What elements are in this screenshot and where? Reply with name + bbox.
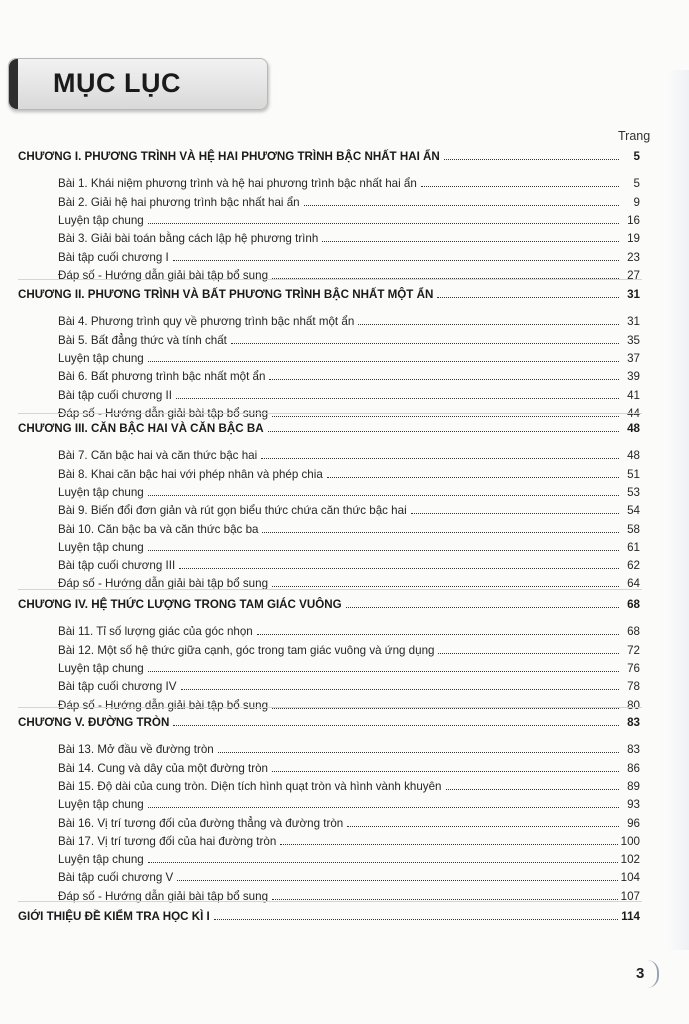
dot-leader xyxy=(173,251,619,261)
lesson-entry-page: 61 xyxy=(627,540,640,554)
chapter-entry-title: CHƯƠNG IV. HỆ THỨC LƯỢNG TRONG TAM GIÁC VUÔNG xyxy=(18,598,342,611)
lesson-entry[interactable] xyxy=(58,387,640,405)
lesson-entry[interactable] xyxy=(58,851,640,869)
dot-leader xyxy=(148,798,619,808)
lesson-entry-title: Bài tập cuối chương I xyxy=(58,250,169,264)
lesson-entry-page: 62 xyxy=(627,559,640,573)
lesson-entry-page: 102 xyxy=(620,853,640,867)
lesson-entry-title: Bài 5. Bất đẳng thức và tính chất xyxy=(58,333,227,347)
dot-leader xyxy=(446,780,620,790)
lesson-entry[interactable] xyxy=(58,212,640,230)
lesson-entry-title: Bài tập cuối chương III xyxy=(58,559,176,573)
lesson-entry-page: 89 xyxy=(627,779,640,793)
lesson-entry[interactable] xyxy=(58,539,640,557)
chapter-separator xyxy=(18,707,642,708)
lesson-entry-page: 104 xyxy=(620,871,640,885)
dot-leader xyxy=(269,370,619,380)
title-accent-bar xyxy=(9,59,18,109)
chapter-separator xyxy=(18,589,642,590)
lesson-entry-title: Luyện tập chung xyxy=(58,540,144,554)
lesson-entry[interactable] xyxy=(58,760,640,778)
lesson-entry-page: 58 xyxy=(627,522,640,536)
lesson-entry[interactable] xyxy=(58,466,640,484)
lesson-entry-page: 80 xyxy=(627,698,640,712)
lesson-entry[interactable] xyxy=(58,778,640,796)
dot-leader xyxy=(346,598,619,608)
dot-leader xyxy=(214,910,619,920)
lesson-entry-page: 54 xyxy=(627,504,640,518)
dot-leader xyxy=(148,662,619,672)
lesson-entry-page: 76 xyxy=(627,661,640,675)
lesson-entry[interactable] xyxy=(58,642,640,660)
dot-leader xyxy=(347,817,619,827)
lesson-entry[interactable] xyxy=(58,697,640,715)
lesson-entry-title: Bài tập cuối chương II xyxy=(58,388,172,402)
lesson-entry[interactable] xyxy=(58,249,640,267)
lesson-entry-page: 48 xyxy=(627,449,640,463)
page-number: 3 xyxy=(636,965,645,982)
lesson-entry-title: Bài 12. Một số hệ thức giữa cạnh, góc trong tam giác vuông và ứng dụng xyxy=(58,643,435,657)
lesson-entry-title: Luyện tập chung xyxy=(58,853,144,867)
lesson-entry-title: Bài 3. Giải bài toán bằng cách lập hệ phương trình xyxy=(58,232,319,246)
chapter-entry-page: 114 xyxy=(621,910,640,923)
lesson-entry[interactable] xyxy=(58,230,640,248)
chapter-entry[interactable] xyxy=(18,420,640,438)
lesson-entry-page: 78 xyxy=(627,680,640,694)
chapter-entry-page: 48 xyxy=(627,422,640,435)
lesson-entry-page: 51 xyxy=(627,467,640,481)
lesson-entry[interactable] xyxy=(58,869,640,887)
lesson-entry-page: 9 xyxy=(633,195,640,209)
lesson-entry[interactable] xyxy=(58,194,640,212)
dot-leader xyxy=(280,835,617,845)
lesson-entry-page: 96 xyxy=(627,816,640,830)
lesson-entry[interactable] xyxy=(58,888,640,906)
lesson-entry-title: Bài 7. Căn bậc hai và căn thức bậc hai xyxy=(58,449,258,463)
chapter-entry-title: CHƯƠNG II. PHƯƠNG TRÌNH VÀ BẤT PHƯƠNG TRÌNH BẬC NHẤT MỘT ẨN xyxy=(18,288,434,301)
dot-leader xyxy=(179,559,619,569)
lesson-entry-title: Bài 14. Cung và dây của một đường tròn xyxy=(58,761,269,775)
lesson-entry[interactable] xyxy=(58,815,640,833)
lesson-entry-title: Bài 4. Phương trình quy về phương trình bậc nhất một ẩn xyxy=(58,315,355,329)
lesson-entry-page: 23 xyxy=(627,250,640,264)
lesson-entry-title: Bài 16. Vị trí tương đối của đường thẳng và đường tròn xyxy=(58,816,344,830)
dot-leader xyxy=(177,871,617,881)
lesson-entry-title: Bài 6. Bất phương trình bậc nhất một ẩn xyxy=(58,370,266,384)
lesson-entry-title: Đáp số - Hướng dẫn giải bài tập bổ sung xyxy=(58,698,269,712)
chapter-separator xyxy=(18,901,642,902)
dot-leader xyxy=(411,504,619,514)
dot-leader xyxy=(272,577,619,587)
page-title: MỤC LỤC xyxy=(53,68,181,98)
lesson-entry-title: Luyện tập chung xyxy=(58,485,144,499)
dot-leader xyxy=(262,523,619,533)
dot-leader xyxy=(148,214,619,224)
lesson-entry-title: Bài 9. Biến đổi đơn giản và rút gọn biểu thức chứa căn thức bậc hai xyxy=(58,504,407,518)
dot-leader xyxy=(438,644,619,654)
chapter-entry[interactable] xyxy=(18,148,640,166)
dot-leader xyxy=(444,150,619,160)
lesson-entry-title: Bài 10. Căn bậc ba và căn thức bậc ba xyxy=(58,522,259,536)
lesson-entry[interactable] xyxy=(58,796,640,814)
lesson-entry-title: Đáp số - Hướng dẫn giải bài tập bổ sung xyxy=(58,268,269,282)
lesson-entry[interactable] xyxy=(58,833,640,851)
dot-leader xyxy=(268,422,619,432)
dot-leader xyxy=(148,486,619,496)
chapter-separator xyxy=(18,279,642,280)
lesson-entry-page: 35 xyxy=(627,333,640,347)
lesson-entry-title: Bài 17. Vị trí tương đối của hai đường tròn xyxy=(58,834,277,848)
dot-leader xyxy=(322,232,619,242)
dot-leader xyxy=(272,762,619,772)
lesson-entry-page: 93 xyxy=(627,798,640,812)
lesson-entry-title: Bài 11. Tỉ số lượng giác của góc nhọn xyxy=(58,625,253,639)
lesson-entry[interactable] xyxy=(58,447,640,465)
lesson-entry-title: Luyện tập chung xyxy=(58,351,144,365)
lesson-entry[interactable] xyxy=(58,332,640,350)
dot-leader xyxy=(176,389,619,399)
lesson-entry[interactable] xyxy=(58,521,640,539)
chapter-entry-page: 83 xyxy=(627,716,640,729)
chapter-entry[interactable] xyxy=(18,596,640,614)
lesson-entry-page: 39 xyxy=(627,370,640,384)
lesson-entry-page: 5 xyxy=(633,177,640,191)
lesson-entry-page: 27 xyxy=(627,268,640,282)
lesson-entry[interactable] xyxy=(58,502,640,520)
lesson-entry-title: Bài tập cuối chương IV xyxy=(58,680,177,694)
lesson-entry-title: Luyện tập chung xyxy=(58,798,144,812)
lesson-entry-page: 19 xyxy=(627,232,640,246)
lesson-entry-page: 44 xyxy=(627,406,640,420)
lesson-entry[interactable] xyxy=(58,678,640,696)
dot-leader xyxy=(261,449,619,459)
dot-leader xyxy=(148,352,619,362)
lesson-entry[interactable] xyxy=(58,267,640,285)
dot-leader xyxy=(231,334,619,344)
lesson-entry-title: Luyện tập chung xyxy=(58,213,144,227)
chapter-entry[interactable] xyxy=(18,286,640,304)
lesson-entry-page: 86 xyxy=(627,761,640,775)
lesson-entry-title: Bài 15. Độ dài của cung tròn. Diện tích hình quạt tròn và hình vành khuyên xyxy=(58,779,442,793)
lesson-entry-title: Luyện tập chung xyxy=(58,661,144,675)
dot-leader xyxy=(218,743,619,753)
dot-leader xyxy=(272,269,619,279)
lesson-entry-page: 53 xyxy=(627,485,640,499)
lesson-entry-page: 31 xyxy=(627,315,640,329)
dot-leader xyxy=(181,680,620,690)
lesson-entry-title: Bài 2. Giải hệ hai phương trình bậc nhất hai ẩn xyxy=(58,195,300,209)
dot-leader xyxy=(421,177,619,187)
lesson-entry[interactable] xyxy=(58,575,640,593)
chapter-entry-page: 31 xyxy=(627,288,640,301)
lesson-entry[interactable] xyxy=(58,660,640,678)
lesson-entry-title: Đáp số - Hướng dẫn giải bài tập bổ sung xyxy=(58,406,269,420)
lesson-entry-page: 83 xyxy=(627,743,640,757)
dot-leader xyxy=(148,853,618,863)
lesson-entry-title: Đáp số - Hướng dẫn giải bài tập bổ sung xyxy=(58,577,269,591)
lesson-entry-page: 16 xyxy=(627,213,640,227)
dot-leader xyxy=(272,407,619,417)
lesson-entry-title: Đáp số - Hướng dẫn giải bài tập bổ sung xyxy=(58,889,269,903)
chapter-entry-page: 68 xyxy=(627,598,640,611)
chapter-entry[interactable] xyxy=(18,908,640,926)
lesson-entry[interactable] xyxy=(58,368,640,386)
lesson-entry-title: Bài 13. Mở đầu về đường tròn xyxy=(58,743,214,757)
dot-leader xyxy=(257,625,619,635)
chapter-entry-title: CHƯƠNG I. PHƯƠNG TRÌNH VÀ HỆ HAI PHƯƠNG TRÌNH BẬC NHẤT HAI ẨN xyxy=(18,150,440,163)
lesson-entry[interactable] xyxy=(58,623,640,641)
page-edge-shadow xyxy=(667,70,689,950)
dot-leader xyxy=(327,468,619,478)
lesson-entry-page: 107 xyxy=(620,889,640,903)
chapter-entry-title: CHƯƠNG III. CĂN BẬC HAI VÀ CĂN BẬC BA xyxy=(18,422,264,435)
dot-leader xyxy=(173,716,619,726)
dot-leader xyxy=(437,288,619,298)
lesson-entry[interactable] xyxy=(58,313,640,331)
lesson-entry-title: Bài 1. Khái niệm phương trình và hệ hai phương trình bậc nhất hai ẩn xyxy=(58,177,417,191)
dot-leader xyxy=(148,541,619,551)
toc-title-box xyxy=(8,58,268,110)
chapter-entry-title: GIỚI THIỆU ĐỀ KIỂM TRA HỌC KÌ I xyxy=(18,910,210,923)
chapter-separator xyxy=(18,413,642,414)
lesson-entry[interactable] xyxy=(58,557,640,575)
page-number-bracket xyxy=(647,960,659,988)
lesson-entry-title: Bài 8. Khai căn bậc hai với phép nhân và phép chia xyxy=(58,467,323,481)
chapter-entry-title: CHƯƠNG V. ĐƯỜNG TRÒN xyxy=(18,716,170,729)
lesson-entry[interactable] xyxy=(58,175,640,193)
chapter-entry-page: 5 xyxy=(633,150,640,163)
lesson-entry[interactable] xyxy=(58,484,640,502)
lesson-entry-page: 72 xyxy=(627,643,640,657)
chapter-entry[interactable] xyxy=(18,714,640,732)
lesson-entry-page: 64 xyxy=(627,577,640,591)
lesson-entry-page: 41 xyxy=(627,388,640,402)
page-column-header: Trang xyxy=(618,129,651,143)
lesson-entry[interactable] xyxy=(58,741,640,759)
lesson-entry-page: 37 xyxy=(627,351,640,365)
lesson-entry-page: 100 xyxy=(620,834,640,848)
lesson-entry-title: Bài tập cuối chương V xyxy=(58,871,174,885)
dot-leader xyxy=(304,196,619,206)
dot-leader xyxy=(272,890,618,900)
dot-leader xyxy=(358,315,619,325)
lesson-entry-page: 68 xyxy=(627,625,640,639)
lesson-entry[interactable] xyxy=(58,350,640,368)
